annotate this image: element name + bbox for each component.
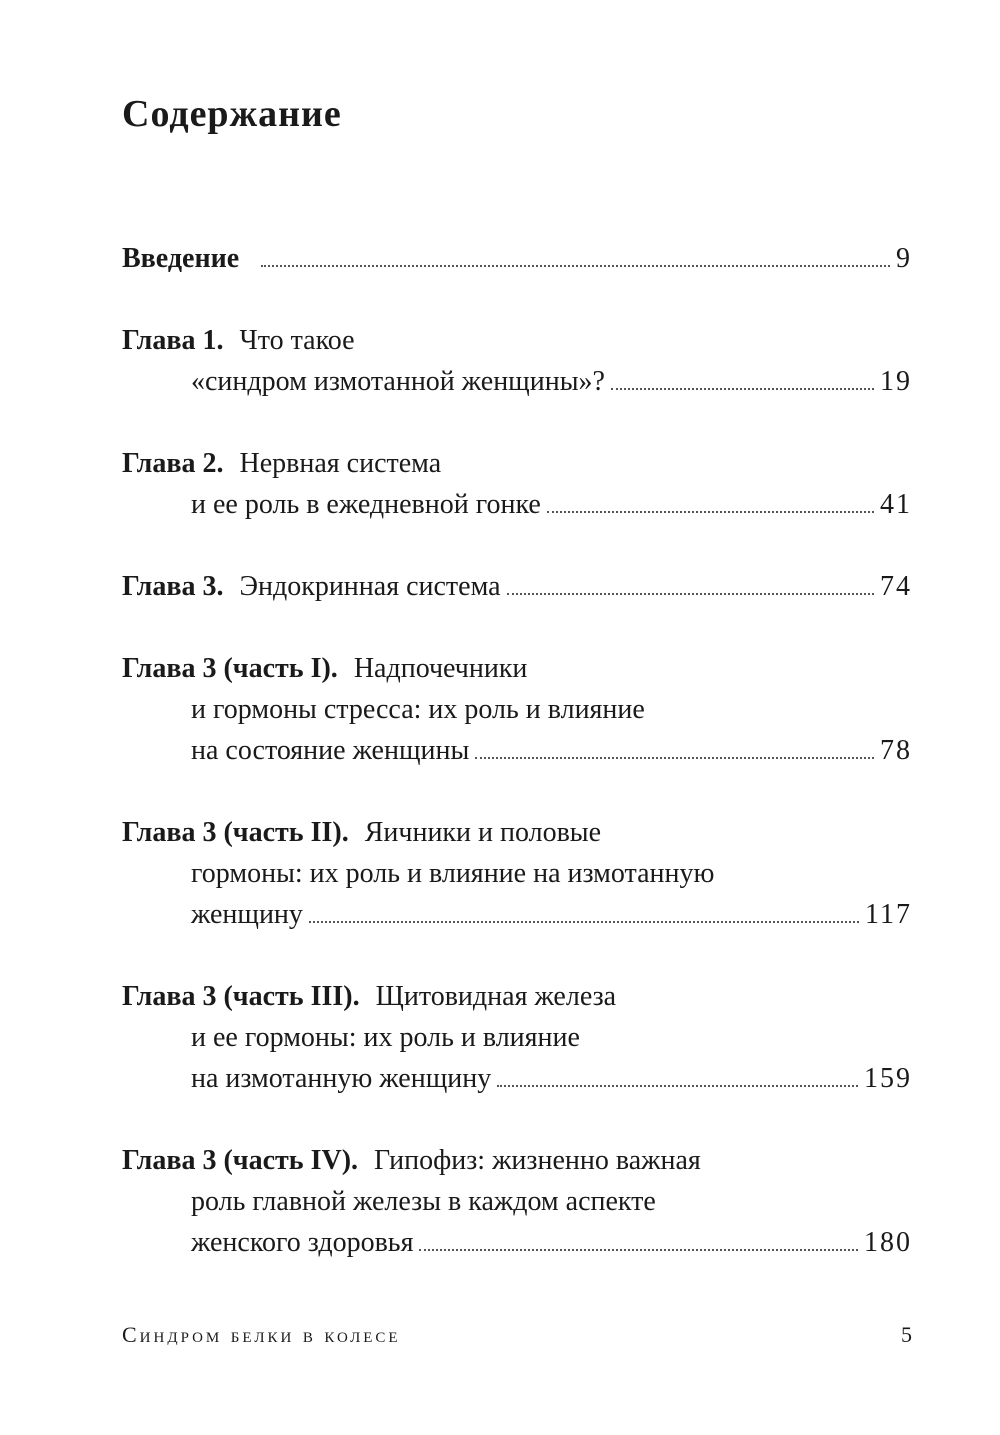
- toc-entry-title-text: и ее роль в ежедневной гонке: [191, 489, 541, 520]
- toc-entry-line: [122, 320, 912, 361]
- toc-entry-title-text: на состояние женщины: [191, 735, 470, 766]
- toc-entry-line: [122, 976, 912, 1017]
- page-title: Содержание: [122, 93, 342, 135]
- toc-entry-line: [122, 1058, 912, 1099]
- toc-entry-line: [122, 443, 912, 484]
- toc-page-number: 78: [880, 735, 912, 766]
- toc-entry[interactable]: [122, 443, 912, 525]
- toc-entry-line: [122, 853, 912, 894]
- toc-entry-title-text: женщину: [191, 899, 303, 930]
- toc-page-number: 180: [864, 1227, 912, 1258]
- dot-leader: [309, 921, 859, 923]
- dot-leader: [419, 1249, 858, 1251]
- toc-entry-label: Глава 3 (часть III).: [122, 981, 360, 1012]
- dot-leader: [261, 265, 890, 267]
- toc-page-number: 159: [864, 1063, 912, 1094]
- toc-entry[interactable]: [122, 812, 912, 935]
- toc-entry-title-text: «синдром измотанной женщины»?: [191, 366, 605, 397]
- toc-entry[interactable]: [122, 566, 912, 607]
- toc-entry-line: [122, 361, 912, 402]
- toc-entry-label: Глава 1.: [122, 325, 224, 356]
- toc-entry-title-text: Гипофиз: жизненно важная: [374, 1145, 701, 1176]
- toc-entry-label: Введение: [122, 243, 240, 274]
- toc-page-number: 41: [880, 489, 912, 520]
- dot-leader: [507, 593, 874, 595]
- toc-entry-title-text: и гормоны стресса: их роль и влияние: [191, 694, 645, 725]
- toc-page-number: 117: [865, 899, 912, 930]
- toc-entry-title-text: роль главной железы в каждом аспекте: [191, 1186, 656, 1217]
- page-number: 5: [901, 1322, 912, 1347]
- toc-entry-label: Глава 3 (часть II).: [122, 817, 349, 848]
- dot-leader: [475, 757, 874, 759]
- toc-page-number: 9: [896, 243, 912, 274]
- table-of-contents: [122, 238, 912, 1263]
- toc-entry-line: [122, 689, 912, 730]
- toc-entry-label: Глава 2.: [122, 448, 224, 479]
- toc-entry[interactable]: [122, 320, 912, 402]
- toc-entry-line: [122, 1222, 912, 1263]
- page-footer: [122, 1322, 912, 1348]
- toc-entry-line: [122, 566, 912, 607]
- toc-entry-line: [122, 648, 912, 689]
- toc-entry-title-text: на измотанную женщину: [191, 1063, 492, 1094]
- toc-entry-line: [122, 1017, 912, 1058]
- toc-page-number: 74: [880, 571, 912, 602]
- toc-entry-line: [122, 812, 912, 853]
- toc-entry-title-text: Что такое: [239, 325, 355, 356]
- toc-entry-title-text: женского здоровья: [191, 1227, 414, 1258]
- toc-entry-title-text: Нервная система: [239, 448, 442, 479]
- toc-entry[interactable]: [122, 648, 912, 771]
- toc-entry-title-text: гормоны: их роль и влияние на измотанную: [191, 858, 715, 889]
- toc-entry-line: [122, 238, 912, 279]
- toc-entry-line: [122, 1181, 912, 1222]
- toc-entry-title-text: Яичники и половые: [364, 817, 602, 848]
- toc-entry-line: [122, 730, 912, 771]
- toc-entry[interactable]: [122, 238, 912, 279]
- running-footer-title: Синдром белки в колесе: [122, 1322, 401, 1347]
- toc-entry-label: Глава 3 (часть IV).: [122, 1145, 359, 1176]
- dot-leader: [497, 1085, 858, 1087]
- dot-leader: [611, 388, 874, 390]
- toc-entry-label: Глава 3 (часть I).: [122, 653, 338, 684]
- toc-entry[interactable]: [122, 1140, 912, 1263]
- toc-entry-title-text: Эндокринная система: [239, 571, 501, 602]
- toc-entry-title-text: Надпочечники: [353, 653, 528, 684]
- toc-entry-line: [122, 484, 912, 525]
- toc-entry-title-text: и ее гормоны: их роль и влияние: [191, 1022, 580, 1053]
- toc-entry[interactable]: [122, 976, 912, 1099]
- toc-entry-label: Глава 3.: [122, 571, 224, 602]
- toc-entry-line: [122, 1140, 912, 1181]
- toc-entry-line: [122, 894, 912, 935]
- toc-entry-title-text: Щитовидная железа: [375, 981, 617, 1012]
- dot-leader: [547, 511, 874, 513]
- toc-page-number: 19: [880, 366, 912, 397]
